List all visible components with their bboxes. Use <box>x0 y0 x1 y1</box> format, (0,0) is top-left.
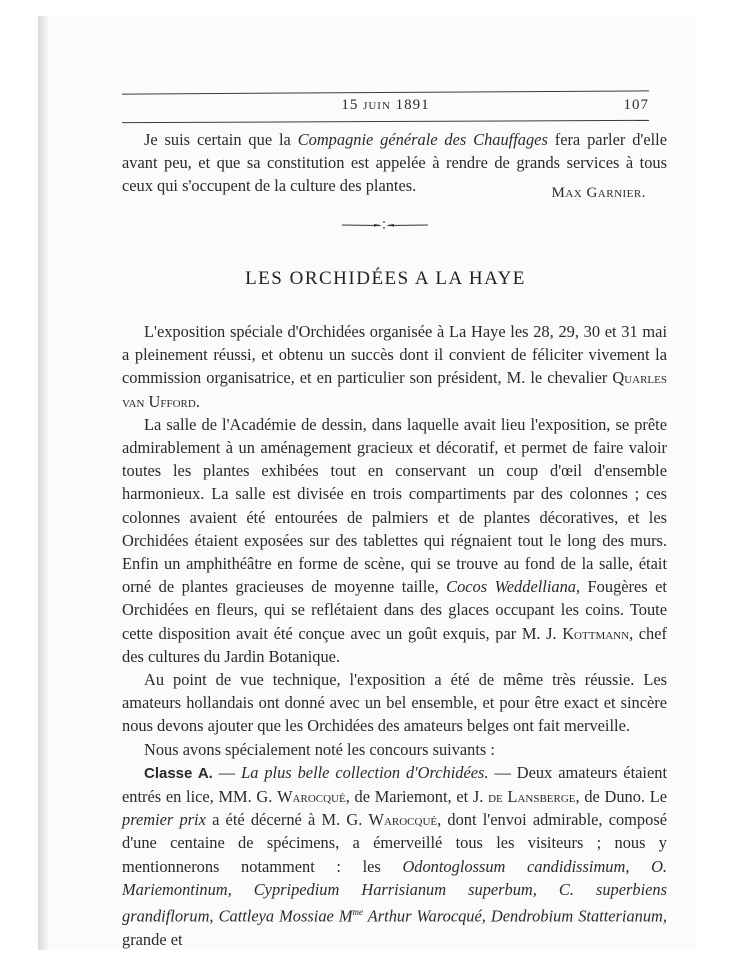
plant-name-italic: Cocos Weddelliana, <box>446 577 581 597</box>
page-binding-edge <box>38 16 48 950</box>
class-label: Classe A. <box>144 764 213 782</box>
divider-ornament-icon <box>340 218 430 232</box>
text-run: La salle de l'Académie de dessin, dans laquelle avait lieu l'exposition, se prête admirablement à un aménagement gracieux et décoratif, et permet de faire valoir toutes les plantes exhibées tout en conservant un coup d'œil d'ensemble harmonieux. La salle est divisée en trois compartiments par des colonnes ; ces colonnes avaient été entourées de palmiers et de plantes décoratives, et les Orchidées étaient exposées sur des tablettes qui régnaient tout le long des murs. Enfin un amphithéâtre en forme de scène, qui se trouve au fond de la salle, était orné de plantes gracieuses de moyenne taille, <box>122 414 667 597</box>
text-run: fera parler d'elle avant peu, et que sa constitution est appelée à rendre de grands services à tous ceux qui s'occupent de la culture des plantes. <box>122 130 668 196</box>
text-run: Je suis certain que la <box>144 130 298 149</box>
title-abbrev: M <box>333 906 353 926</box>
page-number: 107 <box>623 97 649 113</box>
text-run: Fougères et Orchidées en fleurs, qui se reflétaient dans des glaces occupant les coins. Toute cette disposition avait été conçue avec un goût exquis, par M. J. <box>122 577 667 643</box>
title-superscript: me <box>352 907 363 918</box>
text-run: — <box>212 762 242 782</box>
company-name-italic: Compagnie générale des Chauffages <box>297 130 548 149</box>
contest-title-italic: La plus belle collection d'Orchidées. <box>241 762 489 782</box>
article-title: LES ORCHIDÉES A LA HAYE <box>245 268 526 289</box>
text-run: L'exposition spéciale d'Orchidées organisée à La Haye les 28, 29, 30 et 31 mai a pleinement réussi, et obtenu un succès dont il convient de féliciter vivement la commission organisatrice, et en particulier son président, M. le chevalier <box>122 322 667 388</box>
text-run: , chef des cultures du Jardin Botanique. <box>122 623 667 666</box>
prize-italic: premier prix <box>122 810 206 830</box>
species-list-italic: Arthur Warocqué, Dendrobium Statterianum, <box>363 906 667 926</box>
article-body <box>122 320 667 951</box>
text-run: — Deux amateurs étaient entrés en lice, MM. G. <box>122 762 667 807</box>
paragraph-2 <box>122 413 667 668</box>
text-run: . <box>195 391 200 411</box>
author-signature: Max Garnier. <box>551 185 646 201</box>
text-run: grande et <box>122 929 183 949</box>
person-name: Quarles van Ufford <box>122 368 667 411</box>
paragraph-4: Nous avons spécialement noté les concours suivants : <box>144 739 495 759</box>
person-name: Kottmann <box>562 623 630 643</box>
person-name: Warocqué <box>368 810 438 830</box>
text-run: , de Mariemont, et J. <box>345 787 489 807</box>
paragraph-5 <box>122 761 667 951</box>
paragraph-3: Au point de vue technique, l'exposition a été de même très réussie. Les amateurs hollandais ont donné avec un bel ensemble, et pour être exact et sincère nous devons ajouter que les Orchidées des amateurs belges ont fait merveille. <box>122 670 667 736</box>
species-list-italic: Odontoglossum candidissimum, O. Mariemontinum, Cypripedium Harrisianum superbum, C. superbiens grandiflorum, Cattleya Mossiae <box>122 856 667 926</box>
text-run: , dont l'envoi admirable, composé d'une centaine de spécimens, a émerveillé tous les visiteurs ; nous y mentionnerons notamment : les <box>122 810 667 876</box>
person-name: de Lansberge <box>488 787 576 807</box>
running-head-date: 15 juin 1891 <box>341 97 430 113</box>
text-run: a été décerné à M. G. <box>205 810 369 830</box>
running-header <box>122 97 649 117</box>
paragraph-1 <box>122 320 667 413</box>
text-run: , de Duno. Le <box>575 787 668 807</box>
person-name: Warocqué <box>277 787 346 807</box>
